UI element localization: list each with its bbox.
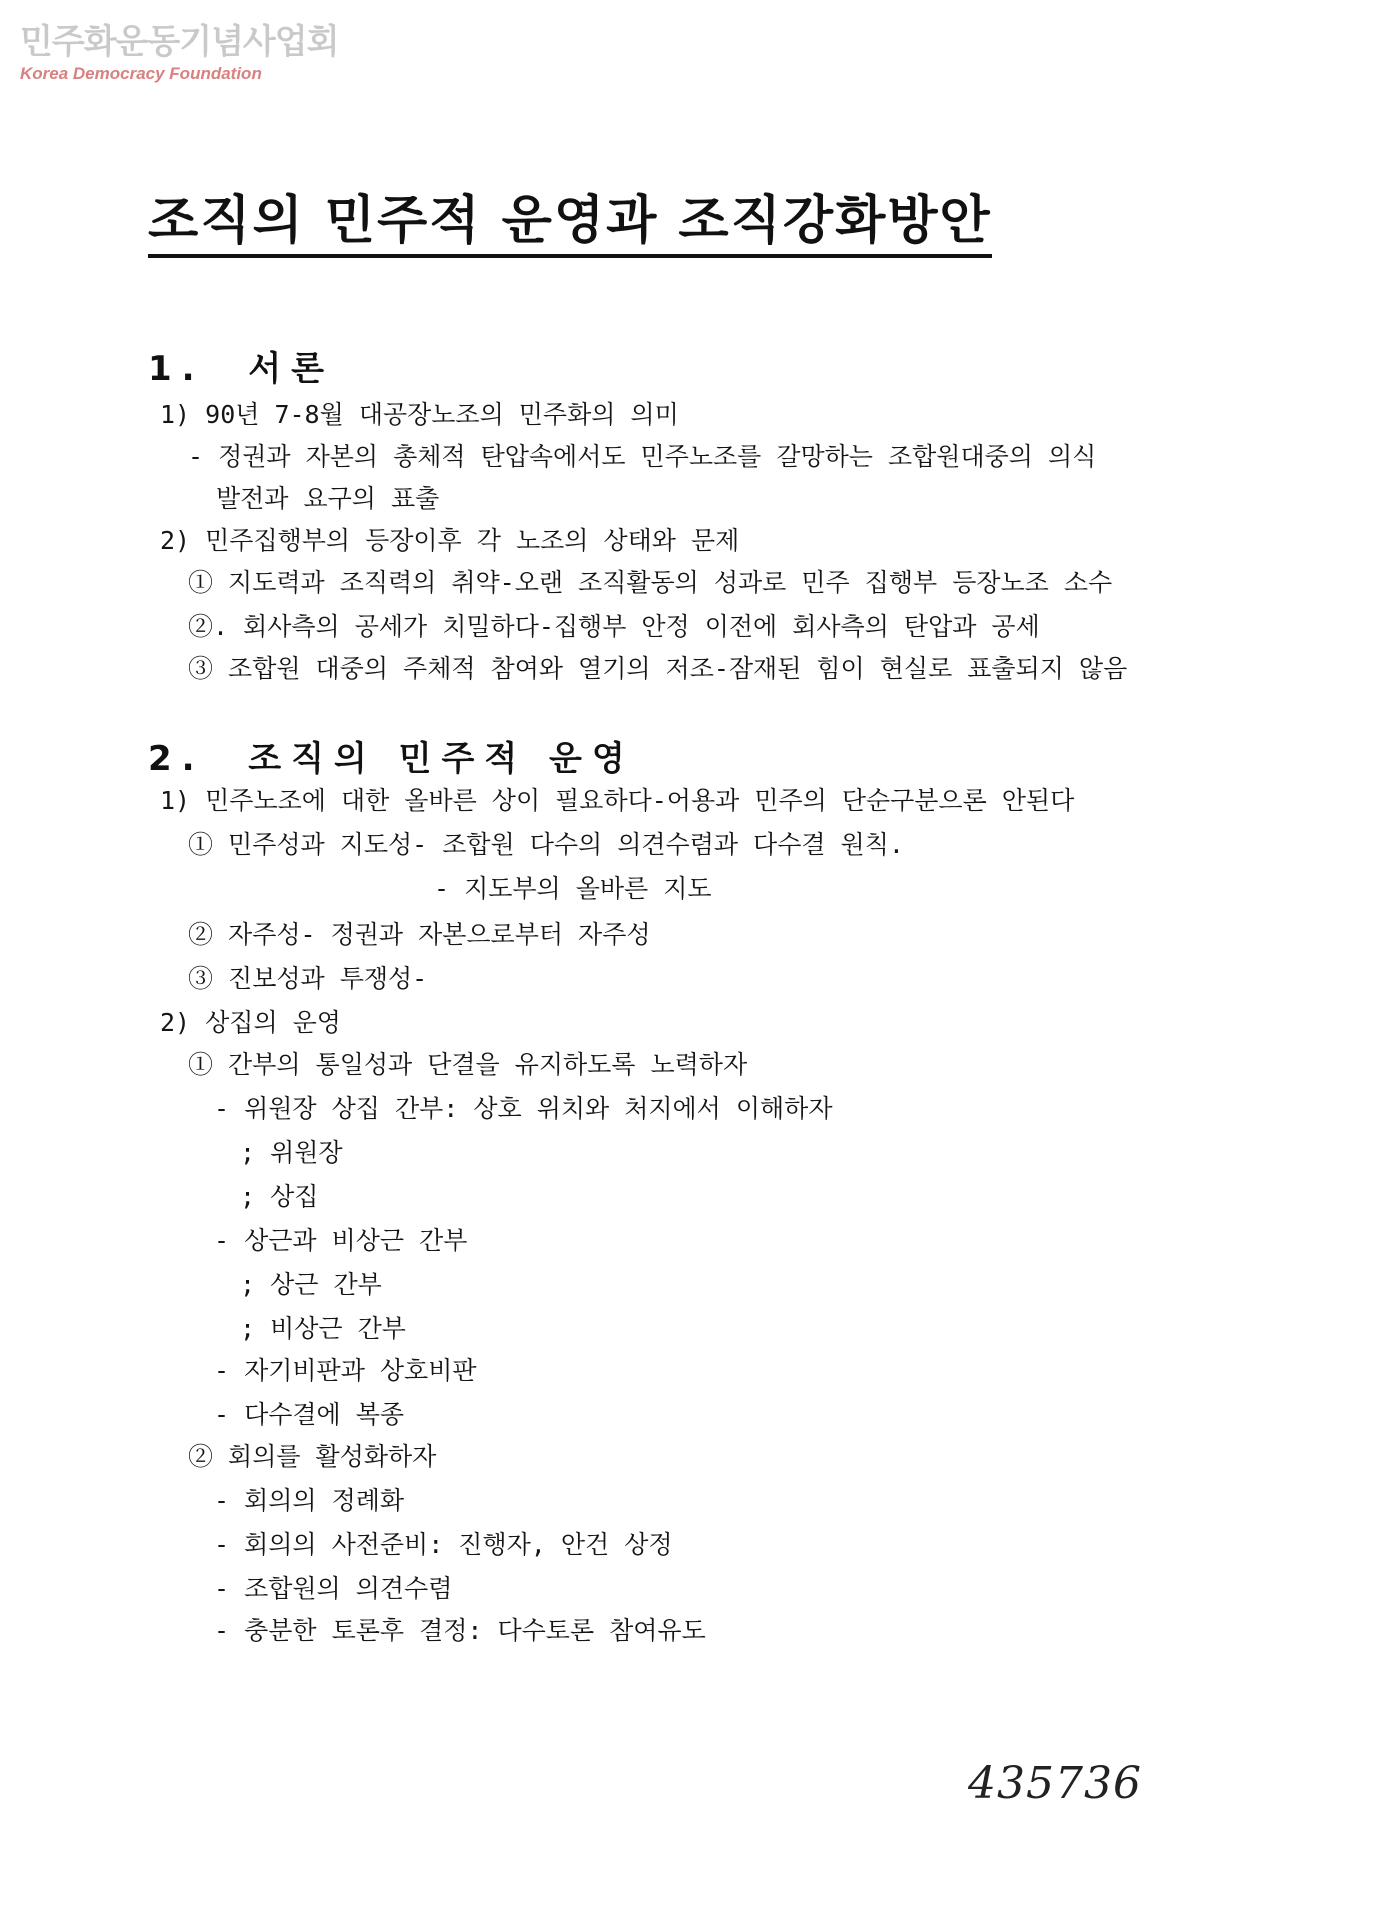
s1-line-1: 1) 90년 7-8월 대공장노조의 민주화의 의미 [160,400,679,429]
s2-line-13: ; 비상근 간부 [240,1314,406,1343]
s2-line-19: - 조합원의 의견수렴 [214,1574,453,1603]
s2-line-18: - 회의의 사전준비: 진행자, 안건 상정 [214,1530,673,1559]
s1-line-4: 2) 민주집행부의 등장이후 각 노조의 상태와 문제 [160,526,740,555]
watermark-english: Korea Democracy Foundation [20,64,262,83]
watermark-korean: 민주화운동기념사업회 [20,22,339,62]
s2-line-15: - 다수결에 복종 [214,1400,405,1429]
section-2-heading: 2. 조직의 민주적 운영 [148,739,635,779]
s2-line-20: - 충분한 토론후 결정: 다수토론 참여유도 [214,1616,706,1645]
document-title: 조직의 민주적 운영과 조직강화방안 [148,190,992,258]
s1-line-6: ②. 회사측의 공세가 치밀하다-집행부 안정 이전에 회사측의 탄압과 공세 [188,612,1040,641]
s2-line-9: ; 위원장 [240,1138,343,1167]
s1-line-5: ① 지도력과 조직력의 취약-오랜 조직활동의 성과로 민주 집행부 등장노조 소수 [188,568,1113,597]
handwritten-document-number: 435736 [968,1758,1142,1809]
s2-line-17: - 회의의 정례화 [214,1486,405,1515]
foundation-watermark [20,22,338,84]
s2-line-3: - 지도부의 올바른 지도 [434,874,712,903]
s2-line-5: ③ 진보성과 투쟁성- [188,964,428,993]
s2-line-8: - 위원장 상집 간부: 상호 위치와 처지에서 이해하자 [214,1094,833,1123]
s2-line-4: ② 자주성- 정권과 자본으로부터 자주성 [188,920,651,949]
s1-line-7: ③ 조합원 대중의 주체적 참여와 열기의 저조-잠재된 힘이 현실로 표출되지 않음 [188,654,1128,683]
s2-line-12: ; 상근 간부 [240,1270,382,1299]
s1-line-3: 발전과 요구의 표출 [216,484,440,513]
section-1-heading: 1. 서론 [148,349,334,389]
s2-line-10: ; 상집 [240,1182,319,1211]
s2-line-14: - 자기비판과 상호비판 [214,1356,477,1385]
s2-line-11: - 상근과 비상근 간부 [214,1226,468,1255]
s2-line-7: ① 간부의 통일성과 단결을 유지하도록 노력하자 [188,1050,748,1079]
s1-line-2: - 정권과 자본의 총체적 탄압속에서도 민주노조를 갈망하는 조합원대중의 의식 [188,442,1097,471]
s2-line-1: 1) 민주노조에 대한 올바른 상이 필요하다-어용과 민주의 단순구분으론 안된다 [160,786,1075,815]
s2-line-6: 2) 상집의 운영 [160,1008,341,1037]
s2-line-2: ① 민주성과 지도성- 조합원 다수의 의견수렴과 다수결 원칙. [188,830,904,859]
s2-line-16: ② 회의를 활성화하자 [188,1442,437,1471]
